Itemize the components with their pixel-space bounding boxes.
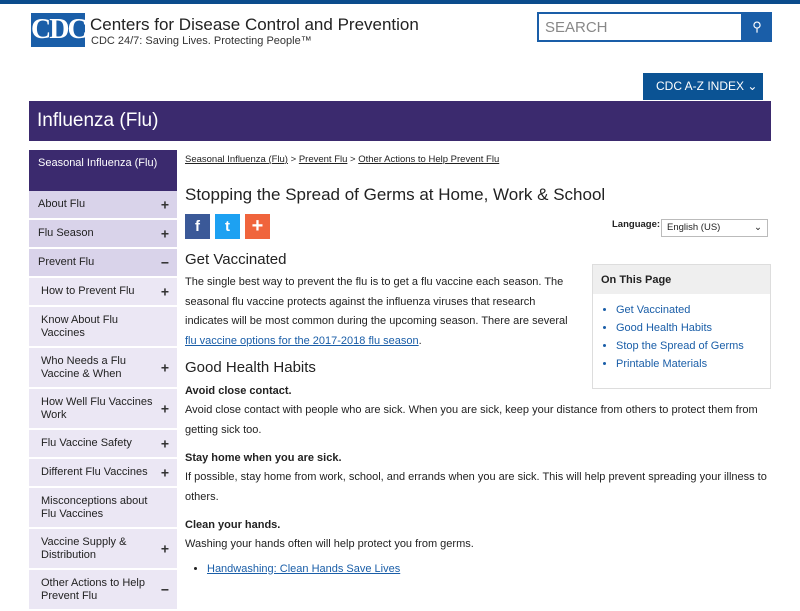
section-heading: Good Health Habits (185, 359, 316, 376)
on-this-page-title: On This Page (593, 265, 770, 294)
language-select[interactable] (661, 219, 768, 237)
sidebar-item-label: Who Needs a Flu Vaccine & When (41, 354, 126, 380)
expand-icon[interactable]: + (160, 400, 169, 416)
site-banner[interactable]: Influenza (Flu) (29, 101, 771, 141)
sidebar-item-label: Misconceptions about Flu Vaccines (41, 494, 148, 520)
paragraph (185, 273, 575, 351)
share-icon[interactable]: + (245, 214, 270, 239)
sidebar-item-label: Know About Flu Vaccines (41, 313, 119, 339)
on-this-page-box (592, 264, 771, 389)
section-heading: Get Vaccinated (185, 251, 287, 268)
az-label: CDC A-Z INDEX (656, 79, 745, 93)
collapse-icon[interactable]: − (160, 254, 169, 270)
text: The single best way to prevent the flu is to get a flu vaccine each season. The seasonal flu vaccine protects against the influenza viruses that research indicates will be most common during the upcoming season. There are several (185, 276, 568, 327)
expand-icon[interactable]: + (160, 225, 169, 241)
language-value: English (US) (667, 222, 721, 233)
breadcrumb-link[interactable]: Other Actions to Help Prevent Flu (358, 154, 500, 165)
paragraph: If possible, stay home from work, school, and errands when you are sick. This will help prevent spreading your illness to others. (185, 471, 767, 503)
breadcrumb-sep: > (350, 154, 356, 165)
paragraph: Washing your hands often will help protect you from germs. (185, 538, 474, 550)
cdc-logo[interactable]: CDC (31, 14, 86, 45)
chevron-down-icon: ⌄ (747, 79, 758, 93)
az-index-button[interactable] (643, 73, 763, 100)
main-content (185, 150, 775, 575)
sidebar-item[interactable] (29, 430, 177, 459)
expand-icon[interactable]: + (160, 464, 169, 480)
sidebar-item[interactable] (29, 220, 177, 249)
breadcrumb-link[interactable]: Seasonal Influenza (Flu) (185, 154, 288, 165)
expand-icon[interactable]: + (160, 435, 169, 451)
bold-label: Avoid close contact. (185, 385, 292, 397)
sidebar-header[interactable]: Seasonal Influenza (Flu) (29, 150, 177, 191)
sidebar (29, 150, 177, 611)
text: . (418, 334, 422, 347)
collapse-icon[interactable]: − (160, 581, 169, 597)
top-bar (0, 0, 800, 4)
chevron-down-icon: ⌄ (754, 222, 762, 233)
sidebar-item[interactable] (29, 191, 177, 220)
page-title: Stopping the Spread of Germs at Home, Work & School (185, 185, 606, 204)
expand-icon[interactable]: + (160, 359, 169, 375)
facebook-icon[interactable]: f (185, 214, 210, 239)
org-name[interactable]: Centers for Disease Control and Prevention (90, 15, 419, 34)
sidebar-item[interactable] (29, 389, 177, 430)
search-input[interactable]: SEARCH (537, 12, 743, 42)
breadcrumb-link[interactable]: Prevent Flu (298, 154, 348, 165)
expand-icon[interactable]: + (160, 540, 169, 556)
sidebar-item[interactable] (29, 488, 177, 529)
sidebar-item[interactable] (29, 307, 177, 348)
otp-link[interactable]: • Good Health Habits (616, 322, 770, 334)
bold-label: Stay home when you are sick. (185, 452, 342, 464)
handwashing-link[interactable]: Handwashing: Clean Hands Save Lives (207, 562, 401, 575)
sidebar-item-label: Flu Season (38, 227, 94, 239)
otp-link[interactable]: • Get Vaccinated (616, 304, 770, 316)
expand-icon[interactable]: + (160, 283, 169, 299)
sidebar-item[interactable] (29, 348, 177, 389)
breadcrumb-sep: > (290, 154, 297, 165)
breadcrumb (185, 154, 775, 165)
sidebar-item[interactable] (29, 459, 177, 488)
search-icon: ⚲ (752, 19, 762, 34)
sidebar-item-label: Different Flu Vaccines (41, 466, 148, 478)
sidebar-item[interactable] (29, 278, 177, 307)
sidebar-item-label: Vaccine Supply & Distribution (41, 535, 127, 561)
sidebar-item-label: Prevent Flu (38, 256, 95, 268)
twitter-icon[interactable]: t (215, 214, 240, 239)
language-label: Language: (612, 219, 661, 230)
sidebar-item-label: Flu Vaccine Safety (41, 437, 132, 449)
expand-icon[interactable]: + (160, 196, 169, 212)
search-button[interactable] (742, 12, 772, 42)
sidebar-item-label: About Flu (38, 198, 86, 210)
sidebar-item[interactable] (29, 529, 177, 570)
tagline: CDC 24/7: Saving Lives. Protecting People™ (91, 35, 312, 47)
sidebar-item-label: How to Prevent Flu (41, 285, 135, 297)
sidebar-item[interactable] (29, 570, 177, 611)
bold-label: Clean your hands. (185, 519, 281, 531)
sidebar-item-label: Other Actions to Help Prevent Flu (41, 576, 145, 602)
sidebar-item[interactable] (29, 249, 177, 278)
flu-vaccine-options-link[interactable]: flu vaccine options for the 2017-2018 flu season (185, 334, 419, 347)
sidebar-item-label: How Well Flu Vaccines Work (41, 395, 153, 421)
paragraph: Avoid close contact with people who are sick. When you are sick, keep your distance from others to protect them from getting sick too. (185, 404, 758, 436)
otp-link[interactable]: • Printable Materials (616, 358, 770, 370)
otp-link[interactable]: • Stop the Spread of Germs (616, 340, 770, 352)
